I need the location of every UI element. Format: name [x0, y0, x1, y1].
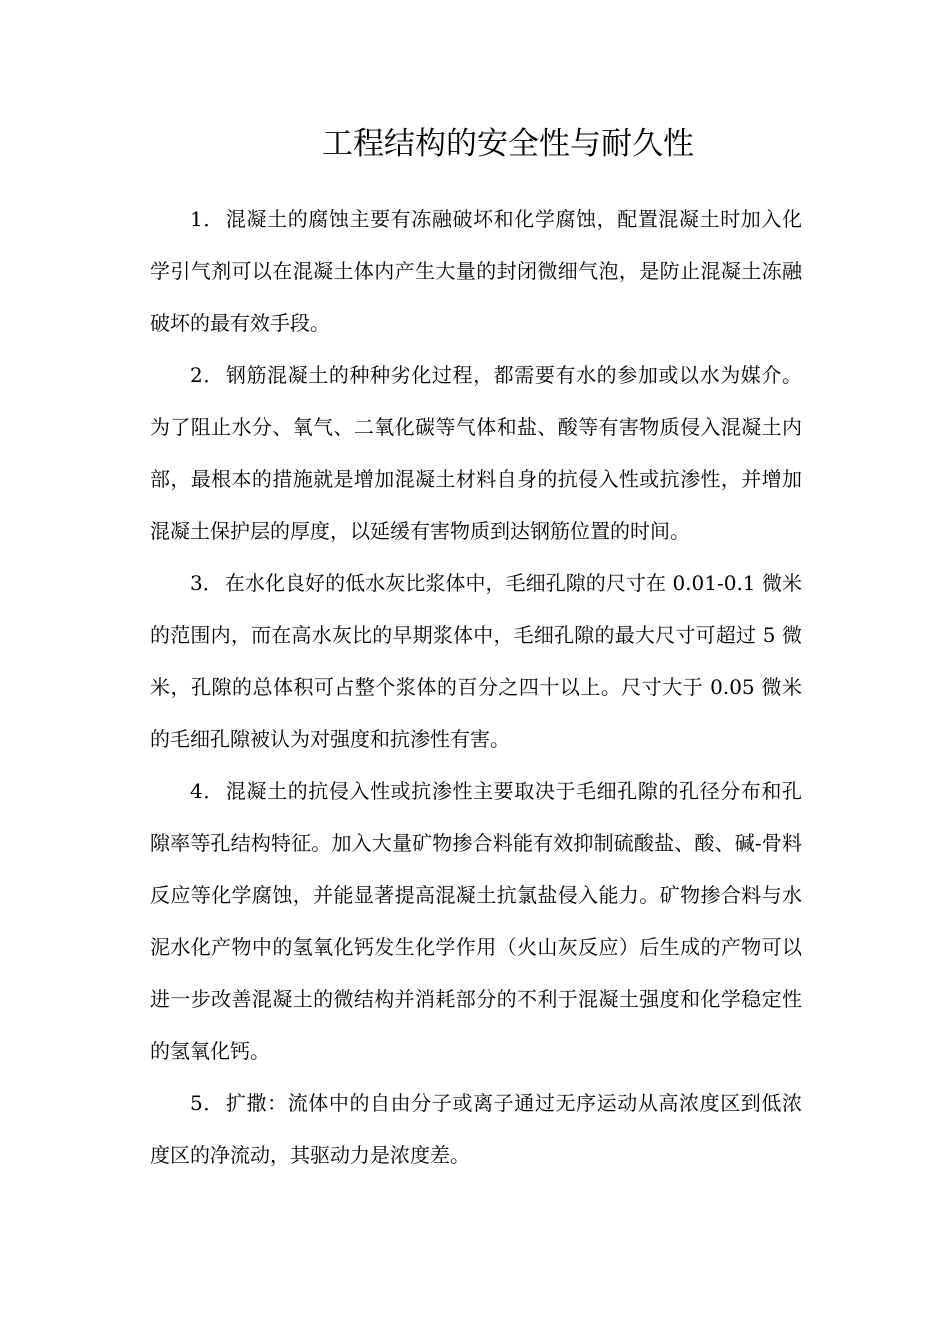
paragraph-text: 钢筋混凝土的种种劣化过程，都需要有水的参加或以水为媒介。为了阻止水分、氧气、二氧化碳等气体和盐、酸等有害物质侵入混凝土内部，最根本的措施就是增加混凝土材料自身的抗侵入性或抗渗性，并增加混凝土保护层的厚度，以延缓有害物质到达钢筋位置的时间。: [150, 363, 802, 543]
paragraph-number: 5．: [190, 1091, 224, 1115]
paragraph-5: [150, 1077, 802, 1181]
paragraph-number: 2．: [190, 363, 224, 387]
paragraph-text: 扩撒：流体中的自由分子或离子通过无序运动从高浓度区到低浓度区的净流动，其驱动力是浓度差。: [150, 1091, 802, 1167]
paragraph-number: 3．: [190, 571, 223, 595]
document-body: [150, 193, 802, 1181]
paragraph-2: [150, 349, 802, 557]
paragraph-text: 混凝土的腐蚀主要有冻融破坏和化学腐蚀，配置混凝土时加入化学引气剂可以在混凝土体内产生大量的封闭微细气泡，是防止混凝土冻融破坏的最有效手段。: [150, 207, 802, 335]
paragraph-number: 1．: [190, 207, 224, 231]
paragraph-number: 4．: [190, 779, 224, 803]
paragraph-1: [150, 193, 802, 349]
paragraph-text: 在水化良好的低水灰比浆体中，毛细孔隙的尺寸在 0.01-0.1 微米的范围内，而在高水灰比的早期浆体中，毛细孔隙的最大尺寸可超过 5 微米，孔隙的总体积可占整个浆体的百分之四十以上。尺寸大于 0.05 微米的毛细孔隙被认为对强度和抗渗性有害。: [150, 571, 802, 751]
paragraph-3: [150, 557, 802, 765]
document-title: 工程结构的安全性与耐久性: [322, 126, 694, 162]
paragraph-text: 混凝土的抗侵入性或抗渗性主要取决于毛细孔隙的孔径分布和孔隙率等孔结构特征。加入大量矿物掺合料能有效抑制硫酸盐、酸、碱-骨料反应等化学腐蚀，并能显著提高混凝土抗氯盐侵入能力。矿物掺合料与水泥水化产物中的氢氧化钙发生化学作用（火山灰反应）后生成的产物可以进一步改善混凝土的微结构并消耗部分的不利于混凝土强度和化学稳定性的氢氧化钙。: [150, 779, 802, 1063]
paragraph-4: [150, 765, 802, 1077]
